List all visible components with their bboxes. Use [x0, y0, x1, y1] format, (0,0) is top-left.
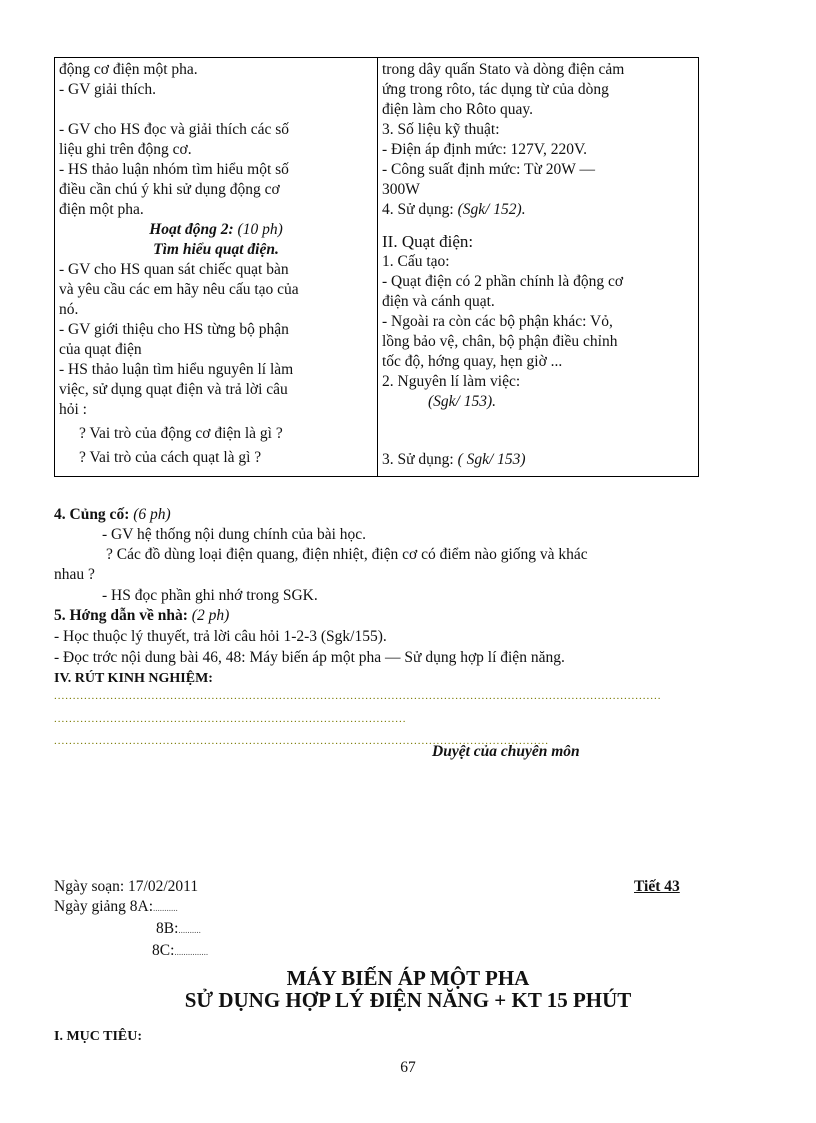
text-line: - GV cho HS đọc và giải thích các số: [59, 121, 290, 138]
text-line: của quạt điện: [59, 341, 142, 358]
text-line: - Ngoài ra còn các bộ phận khác: Vỏ,: [382, 313, 613, 330]
prep-date: Ngày soạn: 17/02/2011: [54, 878, 199, 895]
objectives-heading: I. MỤC TIÊU:: [54, 1029, 143, 1044]
text-line: - Công suất định mức: Từ 20W —: [382, 161, 595, 178]
usage-line: 4. Sử dụng: (Sgk/ 152).: [382, 201, 526, 218]
teaching-date-8c: 8C:...............: [152, 942, 209, 959]
text-line: 3. Số liệu kỹ thuật:: [382, 121, 500, 138]
text-line: nhau ?: [54, 566, 95, 583]
text-line: - GV cho HS quan sát chiếc quạt bàn: [59, 261, 289, 278]
text-line: việc, sử dụng quạt điện và trả lời câu: [59, 381, 288, 398]
principle-reference: (Sgk/ 153).: [428, 393, 497, 410]
teaching-date-8b: 8B:..........: [156, 920, 201, 937]
text-line: - GV giải thích.: [59, 81, 157, 98]
text-line: - HS thảo luận nhóm tìm hiểu một số: [59, 161, 289, 178]
teacher-student-activity-cell: [55, 58, 378, 477]
text-line: liệu ghi trên động cơ.: [59, 141, 192, 158]
consolidate-heading: 4. Củng cố: (6 ph): [54, 506, 171, 523]
text-line: - GV hệ thống nội dung chính của bài học.: [102, 526, 367, 543]
homework-heading: 5. Hớng dẫn về nhà: (2 ph): [54, 607, 230, 624]
text-line: ứng trong rôto, tác dụng từ của dòng: [382, 81, 609, 98]
text-line: - Điện áp định mức: 127V, 220V.: [382, 141, 588, 158]
lesson-title: MÁY BIẾN ÁP MỘT PHA: [286, 966, 530, 990]
page-number: 67: [400, 1059, 416, 1076]
text-line: 300W: [382, 181, 420, 198]
text-line: trong dây quấn Stato và dòng điện cảm: [382, 61, 625, 78]
text-line: - Quạt điện có 2 phần chính là động cơ: [382, 273, 624, 290]
dotted-line: ..................................................................................................................................................................: [54, 690, 662, 702]
text-line: ? Các đồ dùng loại điện quang, điện nhiệt, điện cơ có điểm nào giống và khác: [106, 546, 588, 563]
text-line: - GV giới thiệu cho HS từng bộ phận: [59, 321, 289, 338]
text-line: - HS thảo luận tìm hiểu nguyên lí làm: [59, 361, 294, 378]
text-line: động cơ điện một pha.: [59, 61, 198, 78]
text-line: - HS đọc phần ghi nhớ trong SGK.: [102, 587, 318, 604]
fan-section-heading: II. Quạt điện:: [382, 232, 474, 251]
text-line: 1. Cấu tạo:: [382, 253, 450, 270]
dotted-line: ..............................................................................................: [54, 713, 407, 725]
table-row: [55, 58, 699, 477]
text-line: tốc độ, hớng quay, hẹn giờ ...: [382, 353, 563, 370]
blank-line: [382, 220, 694, 232]
text-line: điều cần chú ý khi sử dụng động cơ: [59, 181, 280, 198]
dotted-line: ....................................................................................................................................: [54, 735, 549, 747]
question-line: ? Vai trò của cách quạt là gì ?: [79, 449, 262, 466]
content-cell: [378, 58, 699, 477]
text-line: - Đọc trớc nội dung bài 46, 48: Máy biến áp một pha — Sử dụng hợp lí điện năng.: [54, 649, 565, 666]
text-line: 2. Nguyên lí làm việc:: [382, 373, 521, 390]
period-label: Tiết 43: [634, 878, 680, 895]
text-line: - Học thuộc lý thuyết, trả lời câu hỏi 1-2-3 (Sgk/155).: [54, 628, 387, 645]
activity-2-heading: Hoạt động 2: (10 ph): [149, 221, 283, 238]
text-line: hỏi :: [59, 401, 87, 418]
text-line: nó.: [59, 301, 79, 318]
usage-line: 3. Sử dụng: ( Sgk/ 153): [382, 451, 526, 468]
experience-heading: IV. RÚT KINH NGHIỆM:: [54, 671, 213, 686]
blank-line: [382, 412, 694, 450]
question-line: ? Vai trò của động cơ điện là gì ?: [79, 425, 283, 442]
lesson-subtitle: SỬ DỤNG HỢP LÝ ĐIỆN NĂNG + KT 15 PHÚT: [184, 988, 632, 1012]
text-line: điện làm cho Rôto quay.: [382, 101, 533, 118]
text-line: điện một pha.: [59, 201, 144, 218]
approval-label: Duyệt của chuyên môn: [432, 743, 580, 760]
text-line: lồng bảo vệ, chân, bộ phận điều chỉnh: [382, 333, 618, 350]
teaching-date-8a: Ngày giảng 8A:...........: [54, 898, 178, 915]
blank-line: [59, 100, 373, 120]
text-line: và yêu cầu các em hãy nêu cấu tạo của: [59, 281, 299, 298]
lesson-table: [54, 57, 699, 477]
text-line: điện và cánh quạt.: [382, 293, 495, 310]
activity-2-subtitle: Tìm hiểu quạt điện.: [153, 241, 279, 258]
